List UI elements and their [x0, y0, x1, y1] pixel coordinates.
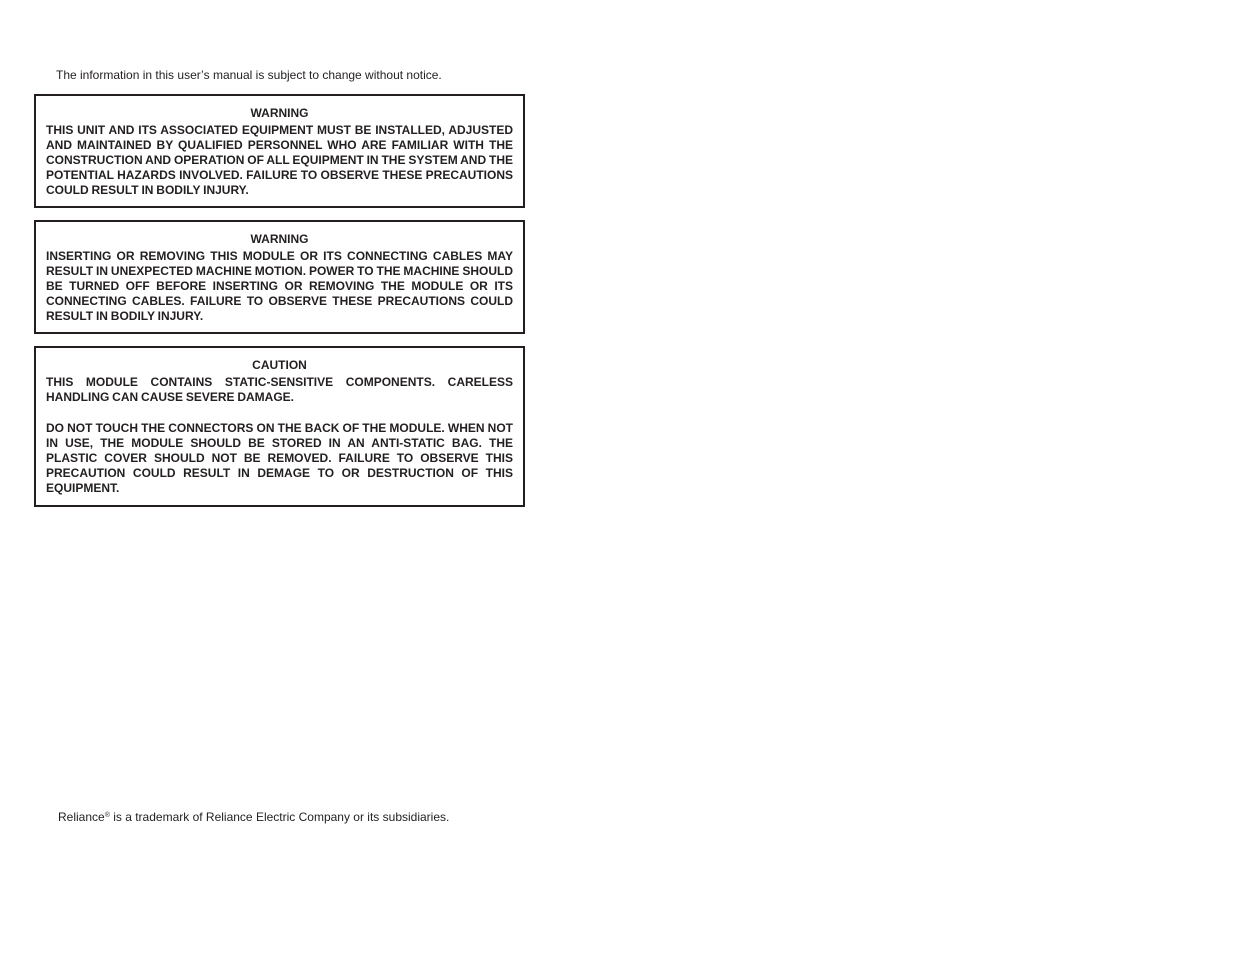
change-notice: The information in this user’s manual is subject to change without notice. — [56, 68, 442, 82]
warning-title: WARNING — [250, 232, 309, 246]
caution-text-static: THIS MODULE CONTAINS STATIC-SENSITIVE COMPONENTS. CARELESS HANDLING CAN CAUSE SEVERE DAMAGE. — [46, 375, 513, 404]
caution-title: CAUTION — [252, 358, 307, 372]
warning-box-installation — [34, 94, 525, 208]
trademark-text: is a trademark of Reliance Electric Company or its subsidiaries. — [109, 810, 450, 824]
warning-title: WARNING — [250, 106, 309, 120]
warning-text: THIS UNIT AND ITS ASSOCIATED EQUIPMENT MUST BE INSTALLED, ADJUSTED AND MAINTAINED BY QUALIFIED PERSONNEL WHO ARE FAMILIAR WITH THE CONSTRUCTION AND OPERATION OF ALL EQUIPMENT IN THE SYSTEM AND THE POTENTIAL HAZARDS INVOLVED. FAILURE TO OBSERVE THESE PRECAUTIONS COULD RESULT IN BODILY INJURY. — [46, 123, 513, 197]
trademark-brand: Reliance — [58, 810, 105, 824]
trademark-notice — [58, 809, 449, 825]
registered-mark: ® — [104, 812, 110, 819]
warning-text: INSERTING OR REMOVING THIS MODULE OR ITS CONNECTING CABLES MAY RESULT IN UNEXPECTED MACHINE MOTION. POWER TO THE MACHINE SHOULD BE TURNED OFF BEFORE INSERTING OR REMOVING THE MODULE OR ITS CONNECTING CABLES. FAILURE TO OBSERVE THESE PRECAUTIONS COULD RESULT IN BODILY INJURY. — [46, 249, 513, 323]
caution-box-static — [34, 346, 525, 507]
warning-box-machine-motion — [34, 220, 525, 334]
caution-text-connectors: DO NOT TOUCH THE CONNECTORS ON THE BACK OF THE MODULE. WHEN NOT IN USE, THE MODULE SHOULD BE STORED IN AN ANTI-STATIC BAG. THE PLASTIC COVER SHOULD NOT BE REMOVED. FAILURE TO OBSERVE THIS PRECAUTION COULD RESULT IN DEMAGE TO OR DESTRUCTION OF THIS EQUIPMENT. — [46, 421, 513, 495]
